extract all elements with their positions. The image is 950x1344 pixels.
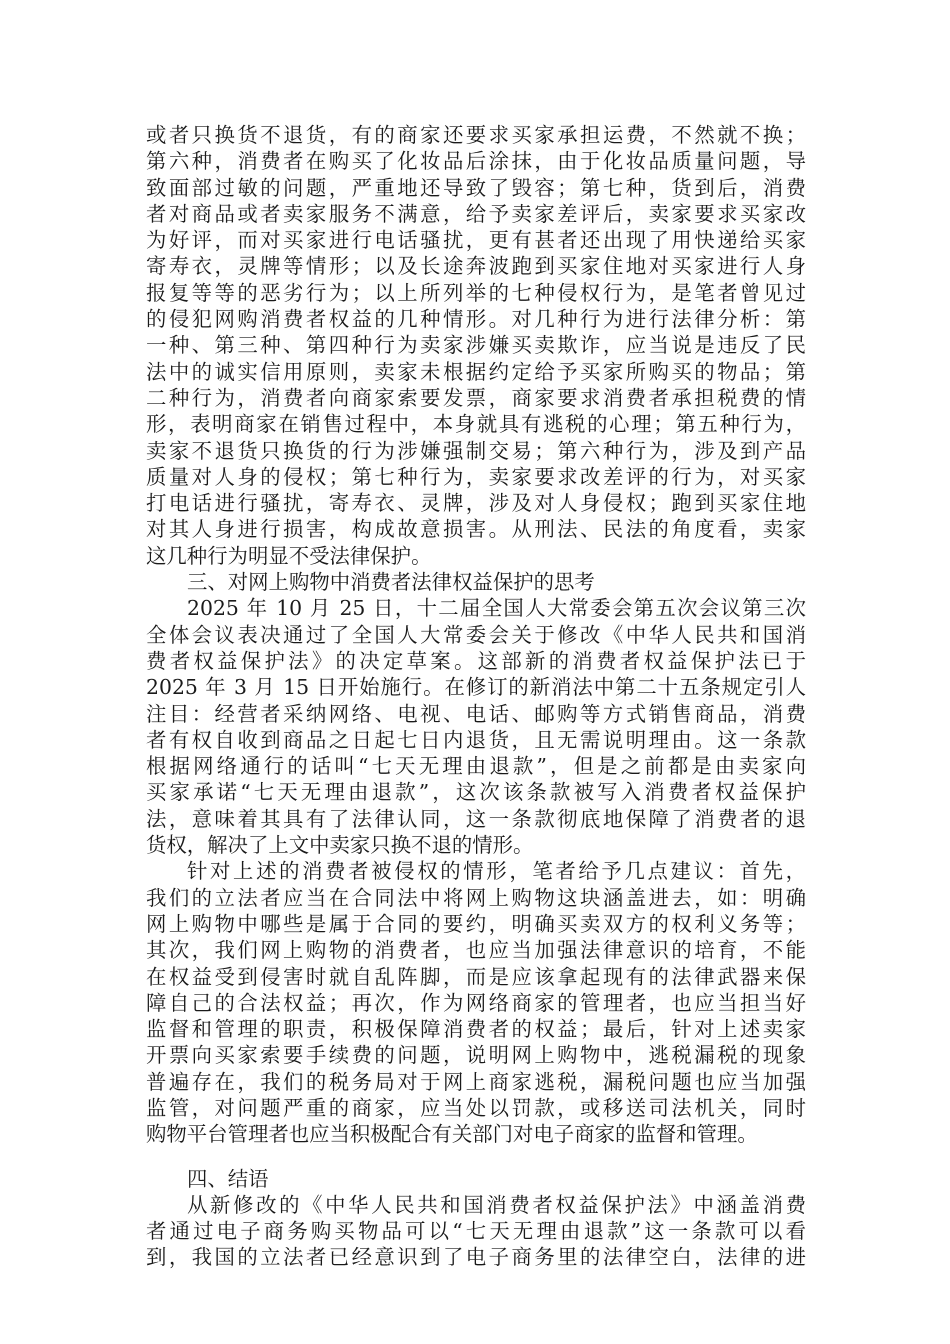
document-page bbox=[146, 122, 806, 1271]
text-line: 监管，对问题严重的商家，应当处以罚款，或移送司法机关，同时 bbox=[146, 1095, 806, 1120]
paragraph-suggestions bbox=[146, 858, 806, 1147]
section-heading-4: 四、结语 bbox=[187, 1166, 269, 1191]
text-line: 或者只换货不退货，有的商家还要求买家承担运费，不然就不换； bbox=[146, 123, 806, 147]
text-line: 网上购物中哪些是属于合同的要约，明确买卖双方的权利义务等； bbox=[146, 911, 806, 936]
text-line: 全体会议表决通过了全国人大常委会关于修改《中华人民共和国消 bbox=[146, 622, 806, 647]
text-line: 法，意味着其具有了法律认同，这一条款彻底地保障了消费者的退 bbox=[146, 806, 806, 831]
text-line: 开票向买家索要手续费的问题，说明网上购物中，逃税漏税的现象 bbox=[146, 1043, 806, 1068]
paragraph-new-law bbox=[146, 595, 806, 858]
text-line: 一种、第三种、第四种行为卖家涉嫌买卖欺诈，应当说是违反了民 bbox=[146, 333, 806, 358]
text-line: 者通过电子商务购买物品可以“七天无理由退款”这一条款可以看 bbox=[146, 1219, 806, 1244]
text-line: 致面部过敏的问题，严重地还导致了毁容；第七种，货到后，消费 bbox=[146, 175, 806, 200]
text-line: 购物平台管理者也应当积极配合有关部门对电子商家的监督和管理。 bbox=[146, 1122, 758, 1147]
text-line: 2025 年 10 月 25 日，十二届全国人大常委会第五次会议第三次 bbox=[187, 596, 806, 621]
text-line: 我们的立法者应当在合同法中将网上购物这块涵盖进去，如：明确 bbox=[146, 885, 806, 910]
text-line: 卖家不退货只换货的行为涉嫌强制交易；第六种行为，涉及到产品 bbox=[146, 438, 806, 463]
text-line: 的侵犯网购消费者权益的几种情形。对几种行为进行法律分析：第 bbox=[146, 307, 806, 332]
text-line: 形，表明商家在销售过程中，本身就具有逃税的心理；第五种行为， bbox=[146, 412, 806, 437]
text-line: 寄寿衣，灵牌等情形；以及长途奔波跑到买家住地对买家进行人身 bbox=[146, 254, 806, 279]
text-line: 第六种，消费者在购买了化妆品后涂抹，由于化妆品质量问题，导 bbox=[146, 149, 806, 174]
text-line: 普遍存在，我们的税务局对于网上商家逃税，漏税问题也应当加强 bbox=[146, 1069, 806, 1094]
text-line: 质量对人身的侵权；第七种行为，卖家要求改差评的行为，对买家 bbox=[146, 464, 806, 489]
text-line: 监督和管理的职责，积极保障消费者的权益；最后，针对上述卖家 bbox=[146, 1017, 806, 1042]
text-line: 针对上述的消费者被侵权的情形，笔者给予几点建议：首先， bbox=[187, 859, 806, 884]
text-line: 这几种行为明显不受法律保护。 bbox=[146, 543, 432, 568]
text-line: 为好评，而对买家进行电话骚扰，更有甚者还出现了用快递给买家 bbox=[146, 228, 806, 253]
text-line: 其次，我们网上购物的消费者，也应当加强法律意识的培育，不能 bbox=[146, 938, 806, 963]
text-line: 者对商品或者卖家服务不满意，给予卖家差评后，卖家要求买家改 bbox=[146, 201, 806, 226]
text-line: 从新修改的《中华人民共和国消费者权益保护法》中涵盖消费 bbox=[187, 1192, 806, 1217]
text-line: 在权益受到侵害时就自乱阵脚，而是应该拿起现有的法律武器来保 bbox=[146, 964, 806, 989]
section-spacer bbox=[146, 1148, 806, 1166]
text-line: 注目：经营者采纳网络、电视、电话、邮购等方式销售商品，消费 bbox=[146, 701, 806, 726]
paragraph-conclusion bbox=[146, 1192, 806, 1271]
text-line: 二种行为，消费者向商家索要发票，商家要求消费者承担税费的情 bbox=[146, 385, 806, 410]
text-line: 到，我国的立法者已经意识到了电子商务里的法律空白，法律的进 bbox=[146, 1245, 806, 1270]
text-line: 障自己的合法权益；再次，作为网络商家的管理者，也应当担当好 bbox=[146, 990, 806, 1015]
section-heading-3: 三、对网上购物中消费者法律权益保护的思考 bbox=[187, 570, 595, 595]
text-line: 根据网络通行的话叫“七天无理由退款”，但是之前都是由卖家向 bbox=[146, 754, 806, 779]
text-line: 费者权益保护法》的决定草案。这部新的消费者权益保护法已于 bbox=[146, 648, 806, 673]
text-line: 打电话进行骚扰，寄寿衣、灵牌，涉及对人身侵权；跑到买家住地 bbox=[146, 491, 806, 516]
text-line: 对其人身进行损害，构成故意损害。从刑法、民法的角度看，卖家 bbox=[146, 517, 806, 542]
text-line: 2025 年 3 月 15 日开始施行。在修订的新消法中第二十五条规定引人 bbox=[146, 675, 806, 700]
text-line: 报复等等的恶劣行为；以上所列举的七种侵权行为，是笔者曾见过 bbox=[146, 280, 806, 305]
text-line: 法中的诚实信用原则，卖家未根据约定给予买家所购买的物品；第 bbox=[146, 359, 806, 384]
text-line: 买家承诺“七天无理由退款”，这次该条款被写入消费者权益保护 bbox=[146, 780, 806, 805]
text-line: 者有权自收到商品之日起七日内退货，且无需说明理由。这一条款 bbox=[146, 727, 806, 752]
text-line: 货权，解决了上文中卖家只换不退的情形。 bbox=[146, 833, 534, 858]
paragraph-infringement-analysis bbox=[146, 122, 806, 569]
